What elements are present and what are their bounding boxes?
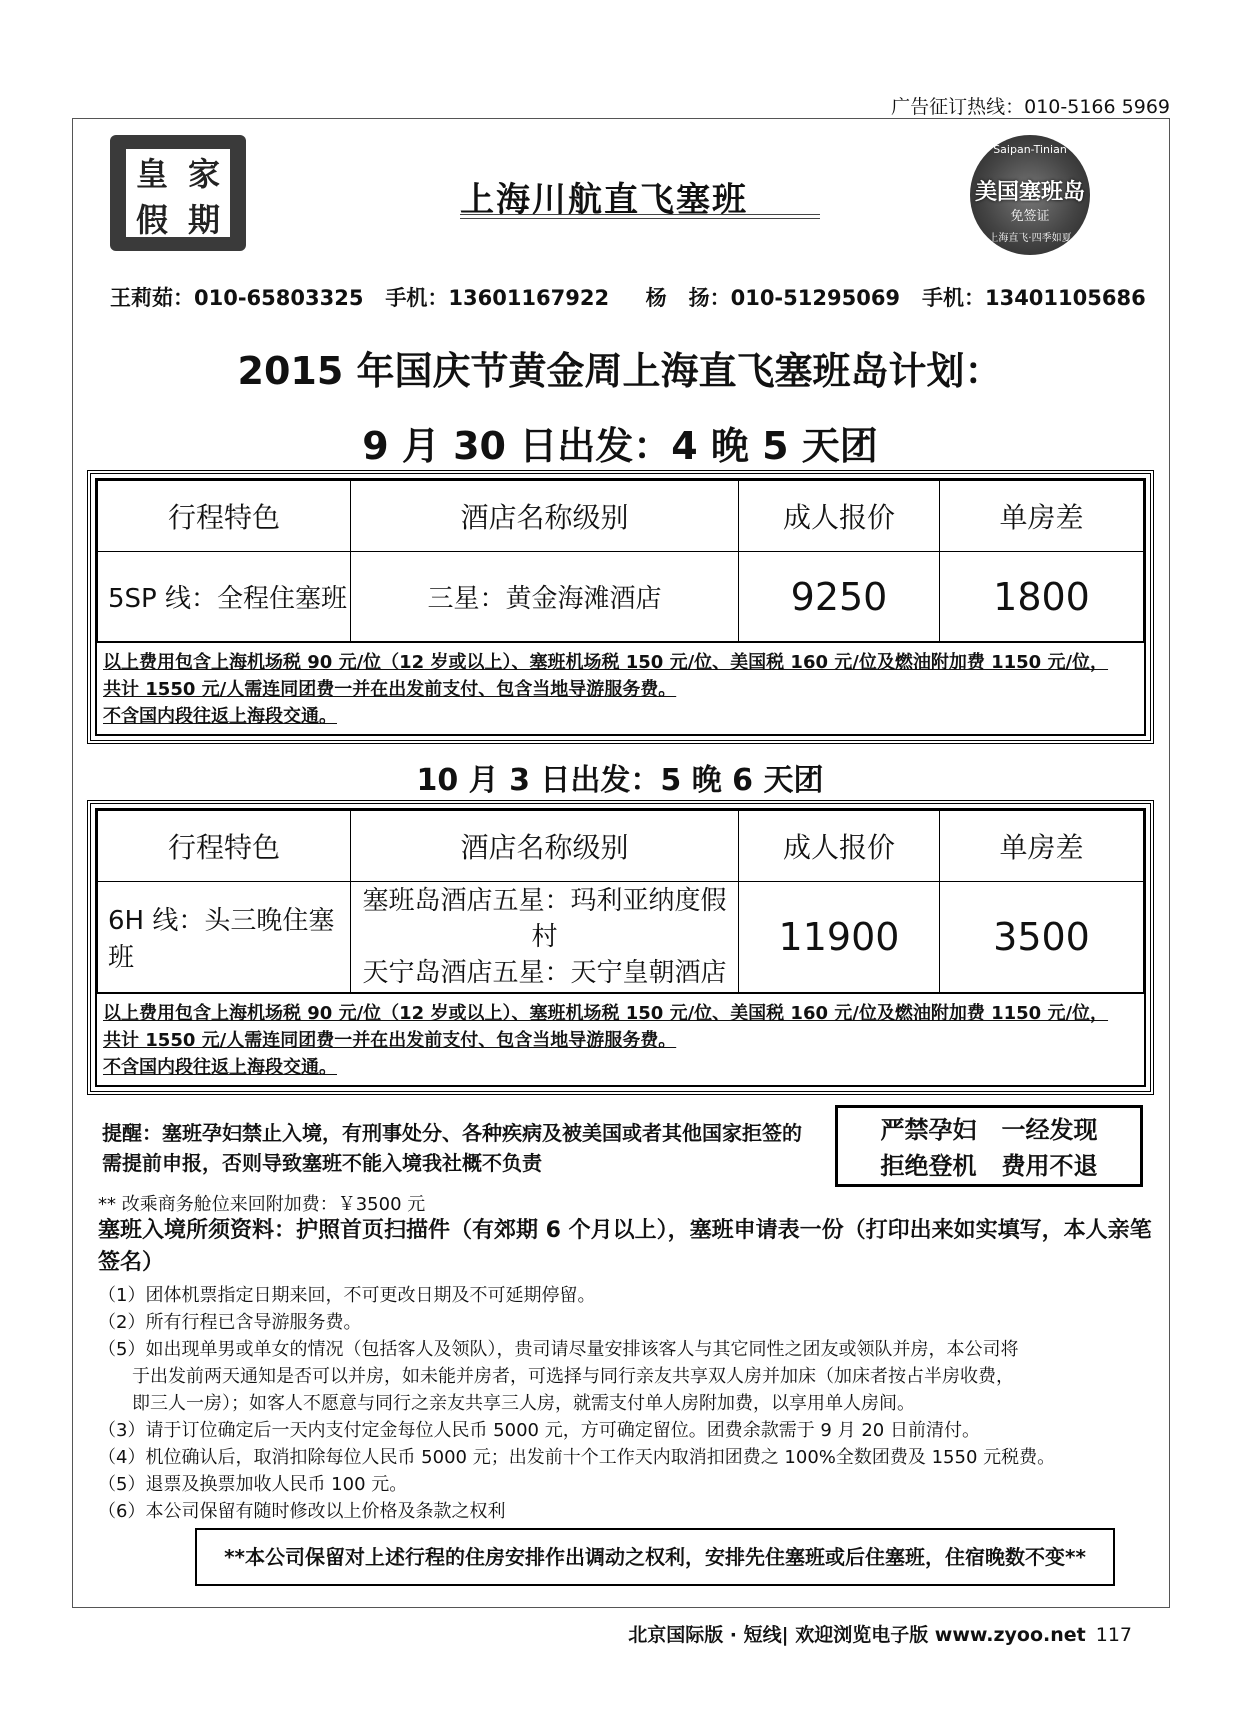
fee-note: 不含国内段往返上海段交通。	[103, 706, 337, 727]
departure-1-title: 9 月 30 日出发：4 晚 5 天团	[362, 424, 878, 468]
term-item: （2）所有行程已含导游服务费。	[98, 1312, 362, 1333]
header-feature: 行程特色	[98, 481, 351, 552]
tour1-price: 9250	[739, 552, 940, 642]
tour2-hotel-line: 天宁岛酒店五星：天宁皇朝酒店	[362, 958, 727, 988]
page-number: 117	[1095, 1624, 1132, 1646]
tour2-hotel	[351, 882, 739, 993]
fee-note: 不含国内段往返上海段交通。	[103, 1057, 337, 1078]
tour2-feature: 6H 线：头三晚住塞班	[98, 882, 351, 993]
upgrade-fee: ** 改乘商务舱位来回附加费：￥3500 元	[98, 1194, 426, 1215]
terms-list	[98, 1282, 1158, 1525]
tour-table-2	[87, 800, 1154, 1095]
ad-hotline: 广告征订热线：010-5166 5969	[891, 96, 1170, 118]
term-item: 即三人一房）；如客人不愿意与同行之亲友共享三人房，就需支付单人房附加费，以享用单人房间。	[132, 1393, 915, 1414]
saipan-seal-logo	[970, 135, 1090, 255]
tour2-fee-notes	[97, 993, 1144, 1085]
fee-note: 共计 1550 元/人需连同团费一并在出发前支付、包含当地导游服务费。	[103, 679, 677, 700]
fee-note: 以上费用包含上海机场税 90 元/位（12 岁或以上）、塞班机场税 150 元/位、美国税 160 元/位及燃油附加费 1150 元/位，	[103, 1003, 1109, 1024]
reminder-text: 提醒：塞班孕妇禁止入境，有刑事处分、各种疾病及被美国或者其他国家拒签的需提前申报，否则导致塞班不能入境我社概不负责	[102, 1121, 802, 1175]
stamp-line: 拒绝登机 费用不退	[880, 1152, 1098, 1180]
departure-2-title: 10 月 3 日出发：5 晚 6 天团	[416, 763, 824, 798]
logo-char: 假	[135, 201, 168, 239]
pregnancy-warning-box	[835, 1105, 1143, 1187]
term-item: 于出发前两天通知是否可以并房，如未能并房者，可选择与同行亲友共享双人房并加床（加床者按占半房收费，	[132, 1366, 1014, 1387]
contact-line: 王莉茹：010-65803325 手机：13601167922 杨 扬：010-51295069 手机：13401105686	[110, 286, 1146, 310]
entry-documents: 塞班入境所须资料：护照首页扫描件（有郊期 6 个月以上），塞班申请表一份（打印出来如实填写，本人亲笔签名）	[98, 1218, 1152, 1275]
brand-underline	[460, 214, 820, 219]
tour2-hotel-line: 塞班岛酒店五星：玛利亚纳度假村	[362, 886, 727, 952]
header-price: 成人报价	[739, 811, 940, 882]
tour1-fee-notes	[97, 642, 1144, 734]
header-single: 单房差	[940, 811, 1144, 882]
tour-table-1	[87, 470, 1154, 744]
seal-badge: 免签证	[1010, 209, 1050, 224]
stamp-line: 严禁孕妇 一经发现	[880, 1116, 1098, 1144]
header-price: 成人报价	[739, 481, 940, 552]
tour1-single: 1800	[940, 552, 1144, 642]
page-footer	[628, 1620, 1132, 1647]
seal-main-text: 美国塞班岛	[974, 179, 1085, 205]
term-item: （6）本公司保留有随时修改以上价格及条款之权利	[98, 1501, 506, 1522]
header-feature: 行程特色	[98, 811, 351, 882]
header-hotel: 酒店名称级别	[351, 481, 739, 552]
logo-char: 期	[187, 201, 220, 239]
royal-holiday-logo	[110, 135, 246, 251]
tour2-price: 11900	[739, 882, 940, 993]
logo-char: 家	[187, 155, 220, 193]
logo-char: 皇	[135, 155, 168, 193]
header-hotel: 酒店名称级别	[351, 811, 739, 882]
tour1-feature: 5SP 线：全程住塞班	[98, 552, 351, 642]
term-item: （4）机位确认后，取消扣除每位人民币 5000 元；出发前十个工作天内取消扣团费之 100%全数团费及 1550 元税费。	[98, 1447, 1056, 1468]
seal-bottom-text: 上海直飞·四季如夏	[988, 233, 1072, 244]
tour1-hotel: 三星：黄金海滩酒店	[351, 552, 739, 642]
tour2-single: 3500	[940, 882, 1144, 993]
term-item: （3）请于订位确定后一天内支付定金每位人民币 5000 元，方可确定留位。团费余款需于 9 月 20 日前清付。	[98, 1420, 980, 1441]
seal-top-text: Saipan-Tinian	[993, 143, 1067, 156]
footer-text: 北京国际版 · 短线| 欢迎浏览电子版 www.zyoo.net	[628, 1624, 1086, 1646]
term-item: （5）退票及换票加收人民币 100 元。	[98, 1474, 408, 1495]
fee-note: 共计 1550 元/人需连同团费一并在出发前支付、包含当地导游服务费。	[103, 1030, 677, 1051]
main-title: 2015 年国庆节黄金周上海直飞塞班岛计划：	[237, 349, 1003, 393]
term-item: （1）团体机票指定日期来回，不可更改日期及不可延期停留。	[98, 1285, 596, 1306]
brand-title: 上海川航直飞塞班	[460, 180, 748, 220]
term-item: （5）如出现单男或单女的情况（包括客人及领队），贵司请尽量安排该客人与其它同性之团友或领队并房，本公司将	[98, 1339, 1019, 1360]
reserve-rights-note: **本公司保留对上述行程的住房安排作出调动之权利，安排先住塞班或后住塞班，住宿晚数不变**	[195, 1528, 1115, 1586]
fee-note: 以上费用包含上海机场税 90 元/位（12 岁或以上）、塞班机场税 150 元/位、美国税 160 元/位及燃油附加费 1150 元/位，	[103, 652, 1109, 673]
header-single: 单房差	[940, 481, 1144, 552]
